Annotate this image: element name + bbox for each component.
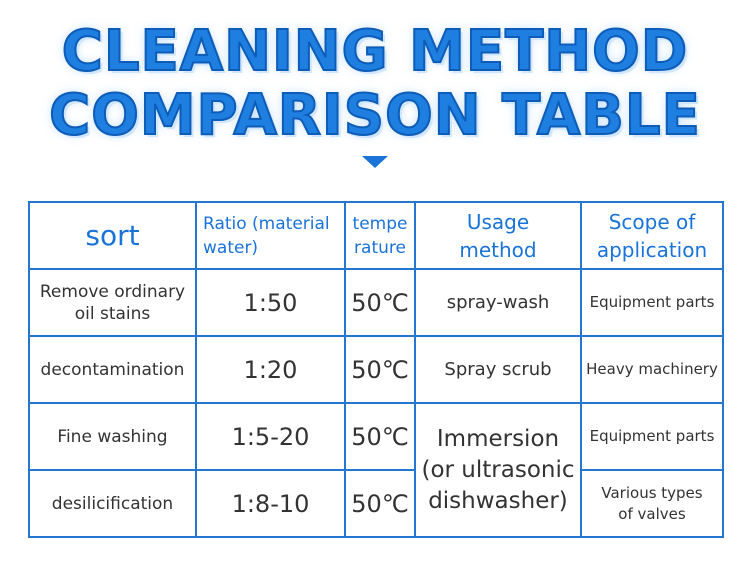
- cell-sort-line-2: oil stains: [74, 303, 151, 324]
- cell-sort-line-1: Remove ordinary: [39, 281, 186, 302]
- cell-sort: decontamination: [29, 336, 196, 403]
- header-temperature: [345, 202, 415, 269]
- header-usage-method: [415, 202, 581, 269]
- header-scope: [581, 202, 723, 269]
- cell-temperature: 50℃: [345, 403, 415, 470]
- cell-scope: [581, 470, 723, 537]
- cell-usage-merged: [415, 403, 581, 537]
- cell-scope: Equipment parts: [581, 269, 723, 336]
- table-header-row: [29, 202, 723, 269]
- header-scope-line-1: Scope of: [608, 209, 696, 234]
- cell-usage-line-2: (or ultrasonic: [421, 456, 575, 483]
- cell-temperature: 50℃: [345, 470, 415, 537]
- header-usage-line-2: method: [459, 237, 537, 262]
- table-row: [29, 269, 723, 336]
- cell-ratio: 1:20: [196, 336, 345, 403]
- cell-scope: Equipment parts: [581, 403, 723, 470]
- header-scope-line-2: application: [596, 237, 708, 262]
- cell-ratio: 1:8-10: [196, 470, 345, 537]
- cell-temperature: 50℃: [345, 336, 415, 403]
- header-usage-line-1: Usage: [466, 209, 530, 234]
- cell-scope: Heavy machinery: [581, 336, 723, 403]
- cell-usage: Spray scrub: [415, 336, 581, 403]
- header-ratio: [196, 202, 345, 269]
- cell-sort: [29, 269, 196, 336]
- page-title-line-2: COMPARISON TABLE: [49, 83, 701, 148]
- header-ratio-line-1: Ratio (material: [203, 213, 330, 234]
- comparison-table: [28, 201, 724, 538]
- cell-usage-line-3: dishwasher): [428, 487, 568, 514]
- header-sort: sort: [29, 202, 196, 269]
- header-temperature-line-1: tempe: [352, 213, 408, 234]
- cell-sort: desilicification: [29, 470, 196, 537]
- cell-scope-line-1: Various types: [601, 483, 703, 502]
- header-temperature-line-2: rature: [354, 237, 406, 258]
- cell-sort: Fine washing: [29, 403, 196, 470]
- page-title-line-1: CLEANING METHOD: [61, 19, 689, 84]
- table-row: [29, 403, 723, 470]
- cell-ratio: 1:5-20: [196, 403, 345, 470]
- table-row: [29, 336, 723, 403]
- header-ratio-line-2: water): [203, 237, 259, 258]
- cell-usage-line-1: Immersion: [436, 425, 560, 452]
- chevron-down-icon: [362, 156, 388, 168]
- cell-ratio: 1:50: [196, 269, 345, 336]
- cell-usage: spray-wash: [415, 269, 581, 336]
- cell-temperature: 50℃: [345, 269, 415, 336]
- table-row: [29, 470, 723, 537]
- cell-scope-line-2: of valves: [618, 504, 686, 523]
